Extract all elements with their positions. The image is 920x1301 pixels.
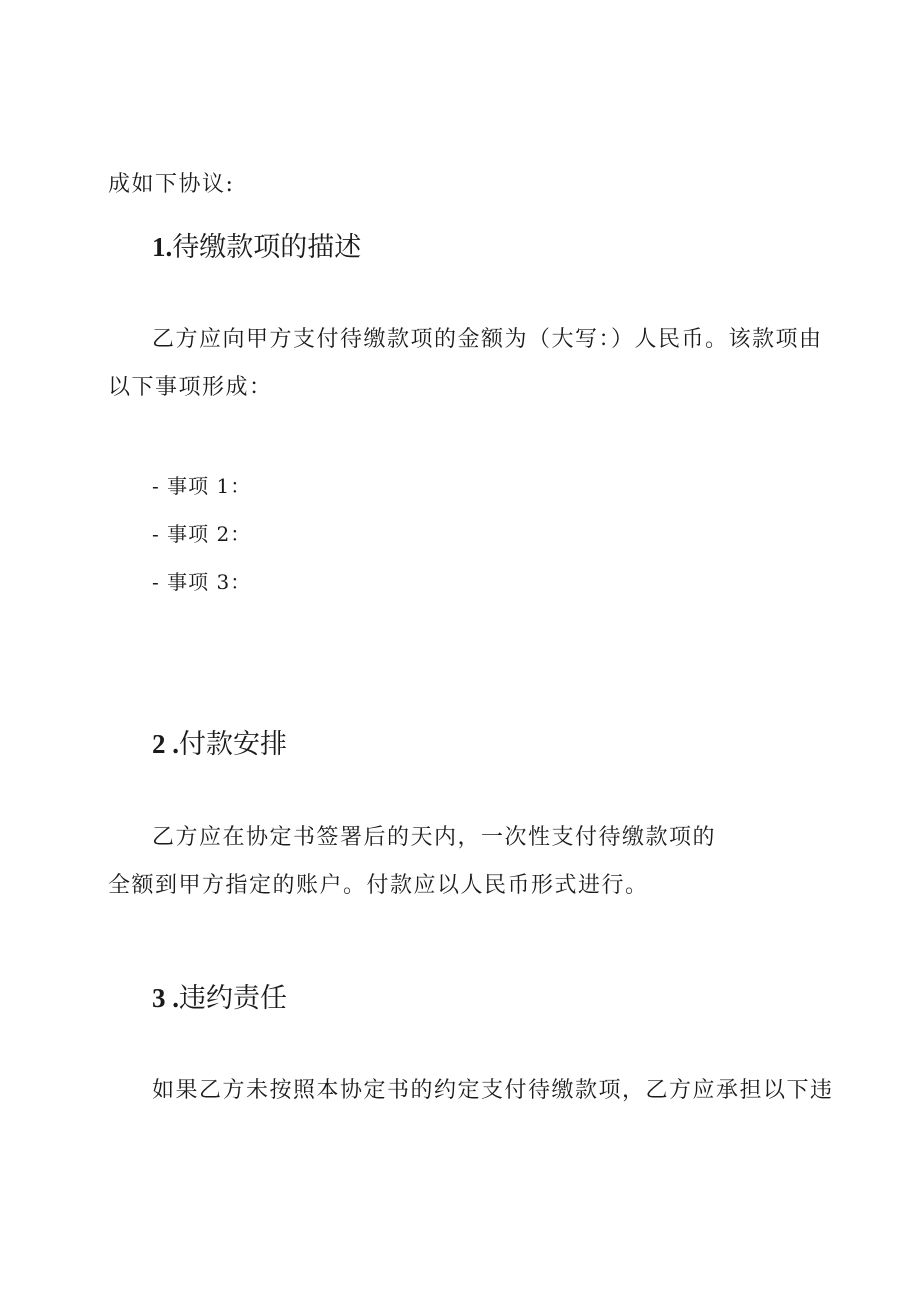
section-3-paragraph-line-1: 如果乙方未按照本协定书的约定支付待缴款项，乙方应承担以下违 (152, 1078, 834, 1103)
section-1-heading (152, 230, 361, 265)
section-2-paragraph-line-2: 全额到甲方指定的账户。付款应以人民币形式进行。 (108, 873, 649, 898)
section-1-list-item-1: - 事项 1： (152, 474, 252, 498)
section-1-list-item-3: - 事项 3： (152, 570, 252, 594)
section-3-number: 3 . (152, 983, 179, 1013)
section-1-paragraph-line-2: 以下事项形成： (108, 375, 273, 400)
section-1-paragraph-line-1: 乙方应向甲方支付待缴款项的金额为（大写：）人民币。该款项由 (152, 327, 823, 352)
section-2-number: 2 . (152, 729, 179, 759)
section-3-title: 违约责任 (179, 983, 287, 1014)
section-1-list-item-2: - 事项 2： (152, 522, 252, 546)
intro-text: 成如下协议: (108, 172, 235, 197)
section-1-number: 1. (152, 232, 173, 262)
section-2-paragraph-line-1: 乙方应在协定书签署后的天内，一次性支付待缴款项的 (152, 825, 717, 850)
section-1-title: 待缴款项的描述 (172, 232, 362, 263)
section-2-title: 付款安排 (179, 729, 287, 760)
section-2-heading (152, 727, 287, 762)
section-3-heading (152, 981, 287, 1016)
